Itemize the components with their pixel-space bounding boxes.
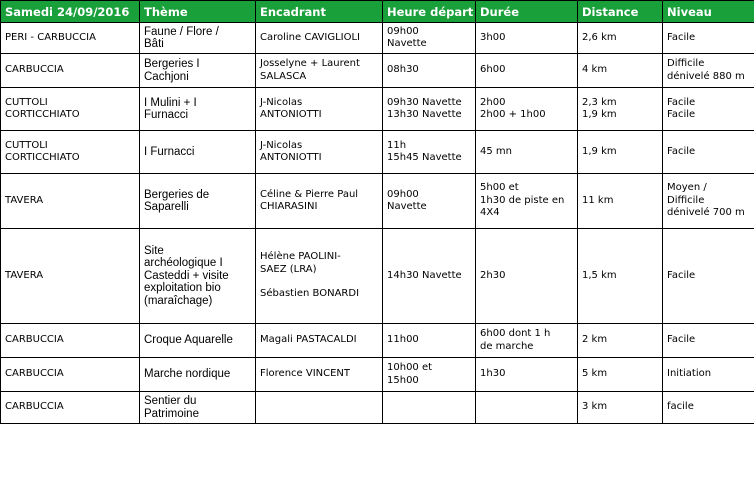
niveau-cell [663,358,754,392]
cell-text-line: CARBUCCIA [5,401,64,413]
cell-text-line: Furnacci [144,109,189,121]
heure-depart-cell [383,54,476,88]
cell-text-line: 5 km [582,368,608,380]
cell-text-line: I Furnacci [144,145,195,158]
heure-depart-cell [383,358,476,392]
cell-text-line: CARBUCCIA [5,64,64,76]
distance-cell [578,131,663,174]
cell-text-line: Difficile [667,194,705,206]
encadrant-cell [256,229,383,324]
cell-text-line: 3 km [582,401,608,413]
cell-text-line: Josselyne + Laurent [260,58,360,69]
cell-text-line: de marche [480,340,534,352]
heure-depart-cell [383,88,476,131]
table-row [1,131,754,174]
location-cell [1,23,140,54]
theme-cell [140,174,256,229]
cell-text-line: CARBUCCIA [5,368,64,380]
cell-text-line: dénivelé 700 m [667,207,745,219]
theme-cell [140,324,256,358]
duree-cell [476,131,578,174]
table-row [1,392,754,424]
encadrant-cell [256,392,383,424]
cell-text-line: SAEZ (LRA) [260,263,317,275]
table-row [1,324,754,358]
cell-text-line: Marche nordique [144,368,231,381]
cell-text-line: Florence VINCENT [260,368,351,380]
heure-depart-cell [383,324,476,358]
heure-depart-cell [383,131,476,174]
cell-text-line: 6h00 dont 1 h [480,328,551,339]
heure-depart-cell [383,392,476,424]
theme-cell [140,88,256,131]
cell-text-line [480,402,573,414]
table-row [1,358,754,392]
header-distance: Distance [578,1,663,23]
cell-text-line: Sentier du [144,395,197,407]
location-cell [1,229,140,324]
cell-text-line: J-Nicolas [260,96,303,108]
cell-text-line: 11 km [582,194,614,206]
cell-text-line: PERI - CARBUCCIA [5,31,96,43]
cell-text-line: SALASCA [260,70,307,82]
schedule-body [1,23,754,424]
cell-text-line: 2 km [582,334,608,346]
heure-depart-cell [383,23,476,54]
encadrant-cell [256,131,383,174]
theme-cell [140,54,256,88]
cell-text-line: Faune / Flore / [144,25,219,38]
cell-text-line: 11h00 [387,334,419,346]
cell-text-line: exploitation bio [144,282,221,295]
theme-cell [140,358,256,392]
cell-text-line: Patrimoine [144,407,199,420]
cell-text-line: Caroline CAVIGLIOLI [260,31,360,43]
cell-text-line: 2,6 km [582,31,617,43]
cell-text-line [260,402,378,414]
cell-text-line: 2h30 [480,269,506,281]
theme-cell [140,392,256,424]
cell-text-line: TAVERA [5,194,44,206]
distance-cell [578,54,663,88]
duree-cell [476,229,578,324]
cell-text-line: archéologique I [144,257,223,270]
table-row [1,229,754,324]
distance-cell [578,174,663,229]
cell-text-line: 2h00 [480,96,506,108]
cell-text-line: TAVERA [5,269,44,281]
encadrant-cell [256,23,383,54]
cell-text-line: J-Nicolas [260,139,303,151]
cell-text-line: 15h00 [387,374,419,386]
cell-text-line: 3h00 [480,31,506,43]
niveau-cell [663,174,754,229]
heure-depart-cell [383,174,476,229]
cell-text-line: 09h00 [387,188,419,200]
cell-text-line: Navette [387,201,427,212]
niveau-cell [663,88,754,131]
cell-text-line: Bergeries I [144,58,200,70]
cell-text-line [260,276,378,288]
location-cell [1,358,140,392]
header-heure-depart: Heure départ [383,1,476,23]
header-theme: Thème [140,1,256,23]
cell-text-line: CORTICCHIATO [5,109,80,120]
theme-cell [140,131,256,174]
theme-cell [140,229,256,324]
cell-text-line: 45 mn [480,145,512,157]
table-row [1,23,754,54]
header-date: Samedi 24/09/2016 [1,1,140,23]
distance-cell [578,23,663,54]
encadrant-cell [256,174,383,229]
cell-text-line: Navette [387,38,427,49]
cell-text-line: 09h00 [387,25,419,37]
cell-text-line: 11h [387,139,407,151]
duree-cell [476,392,578,424]
niveau-cell [663,392,754,424]
cell-text-line: Initiation [667,368,712,380]
location-cell [1,392,140,424]
cell-text-line: Saparelli [144,201,189,213]
cell-text-line: Hélène PAOLINI- [260,251,341,263]
niveau-cell [663,324,754,358]
header-encadrant: Encadrant [256,1,383,23]
niveau-cell [663,54,754,88]
duree-cell [476,88,578,131]
encadrant-cell [256,358,383,392]
cell-text-line [387,402,471,414]
cell-text-line: 14h30 Navette [387,269,462,281]
cell-text-line: CORTICCHIATO [5,152,80,163]
cell-text-line: Céline & Pierre Paul [260,188,359,200]
cell-text-line: Sébastien BONARDI [260,288,360,300]
duree-cell [476,324,578,358]
cell-text-line: Casteddi + visite [144,269,229,282]
cell-text-line: 15h45 Navette [387,152,462,163]
niveau-cell [663,23,754,54]
cell-text-line: Bâti [144,38,164,50]
heure-depart-cell [383,229,476,324]
theme-cell [140,23,256,54]
cell-text-line: 10h00 et [387,362,433,373]
cell-text-line: 08h30 [387,64,419,76]
table-row [1,174,754,229]
duree-cell [476,358,578,392]
table-row [1,54,754,88]
distance-cell [578,358,663,392]
distance-cell [578,392,663,424]
cell-text-line: Cachjoni [144,70,189,83]
cell-text-line: Facile [667,31,696,43]
location-cell [1,88,140,131]
cell-text-line: 6h00 [480,64,506,76]
cell-text-line: CUTTOLI [5,139,48,151]
cell-text-line: Difficile [667,58,705,69]
cell-text-line: Facile [667,334,696,346]
cell-text-line: I Mulini + I [144,96,197,109]
cell-text-line: Bergeries de [144,188,210,201]
cell-text-line: 1h30 [480,368,506,380]
cell-text-line: 2h00 + 1h00 [480,109,546,120]
duree-cell [476,23,578,54]
encadrant-cell [256,88,383,131]
encadrant-cell [256,324,383,358]
cell-text-line: ANTONIOTTI [260,152,322,163]
cell-text-line: 1,5 km [582,269,617,281]
duree-cell [476,54,578,88]
niveau-cell [663,131,754,174]
cell-text-line: Facile [667,109,696,120]
cell-text-line: Site [144,244,164,257]
cell-text-line: CHIARASINI [260,201,318,212]
cell-text-line: ANTONIOTTI [260,109,322,120]
cell-text-line: CARBUCCIA [5,334,64,346]
cell-text-line: Croque Aquarelle [144,334,233,347]
cell-text-line: 4 km [582,64,608,76]
cell-text-line: 4X4 [480,207,500,219]
cell-text-line: Facile [667,269,696,281]
header-row [1,1,754,23]
location-cell [1,324,140,358]
cell-text-line: Magali PASTACALDI [260,334,357,346]
header-duree: Durée [476,1,578,23]
location-cell [1,174,140,229]
cell-text-line: 1,9 km [582,145,617,157]
distance-cell [578,324,663,358]
header-niveau: Niveau [663,1,754,23]
cell-text-line: 1,9 km [582,109,617,120]
cell-text-line: 2,3 km [582,96,617,108]
location-cell [1,54,140,88]
cell-text-line: Moyen / [667,182,707,194]
cell-text-line: 09h30 Navette [387,96,462,108]
niveau-cell [663,229,754,324]
encadrant-cell [256,54,383,88]
distance-cell [578,229,663,324]
cell-text-line: CUTTOLI [5,96,48,108]
distance-cell [578,88,663,131]
location-cell [1,131,140,174]
cell-text-line: Facile [667,96,696,108]
duree-cell [476,174,578,229]
cell-text-line: 13h30 Navette [387,109,462,120]
table-row [1,88,754,131]
cell-text-line: dénivelé 880 m [667,70,745,82]
cell-text-line: (maraîchage) [144,294,213,307]
cell-text-line: facile [667,401,694,413]
cell-text-line: 5h00 et [480,182,519,194]
cell-text-line: 1h30 de piste en [480,194,565,206]
cell-text-line: Facile [667,145,696,157]
